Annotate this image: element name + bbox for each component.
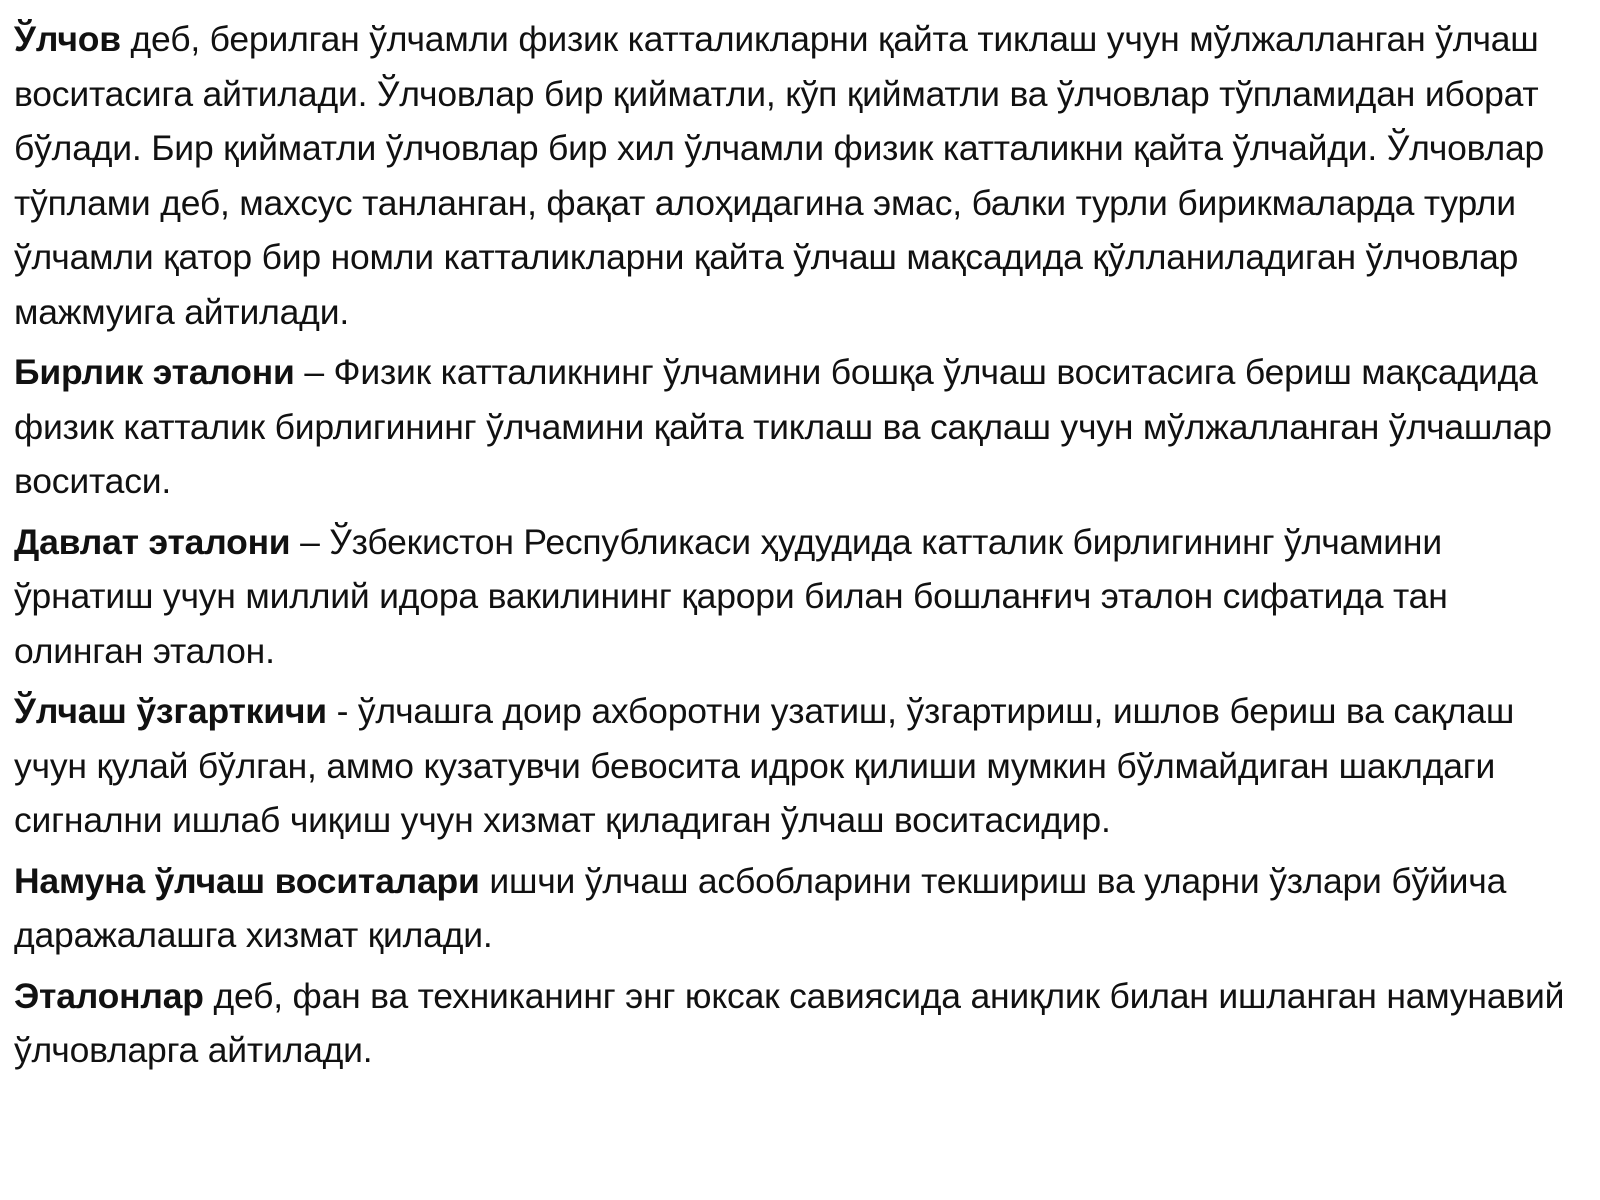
definition-text: - ўлчашга доир ахборотни узатиш, ўзгартириш, ишлов бериш ва сақлаш учун қулай бўлган, аммо кузатувчи бевосита идрок қилиши мумкин бўлмайдиган шаклдаги сигнални ишлаб чиқиш учун хизмат қиладиган ўлчаш воситасидир. xyxy=(14,691,1515,840)
definition-term: Намуна ўлчаш воситалари xyxy=(14,860,480,901)
definition-paragraph-reference-instruments xyxy=(14,854,1586,963)
definition-text: деб, фан ва техниканинг энг юксак савиясида аниқлик билан ишланган намунавий ўлчовларга айтилади. xyxy=(14,975,1565,1070)
definition-paragraph-measure xyxy=(14,12,1586,339)
definition-term: Эталонлар xyxy=(14,975,204,1016)
definition-term: Бирлик эталони xyxy=(14,352,295,392)
definition-paragraph-standards xyxy=(14,969,1586,1078)
definition-term: Ўлчаш ўзгарткичи xyxy=(14,691,327,731)
definition-paragraph-transducer xyxy=(14,684,1586,848)
definition-paragraph-unit-standard xyxy=(14,345,1586,509)
definition-text: ишчи ўлчаш асбобларини текшириш ва уларни ўзлари бўйича даражалашга хизмат қилади. xyxy=(14,860,1507,955)
definition-text: – Физик катталикнинг ўлчамини бошқа ўлчаш воситасига бериш мақсадида физик катталик бирлигининг ўлчамини қайта тиклаш ва сақлаш учун мўлжалланган ўлчашлар воситаси. xyxy=(14,352,1552,501)
definition-text: – Ўзбекистон Республикаси ҳудудида катталик бирлигининг ўлчамини ўрнатиш учун миллий идора вакилининг қарори билан бошланғич эталон сифатида тан олинган эталон. xyxy=(14,521,1448,671)
definition-paragraph-state-standard xyxy=(14,515,1586,679)
definition-term: Ўлчов xyxy=(14,19,121,59)
definition-term: Давлат эталони xyxy=(14,521,291,562)
document-body xyxy=(14,12,1586,1084)
definition-text: деб, берилган ўлчамли физик катталикларни қайта тиклаш учун мўлжалланган ўлчаш воситасига айтилади. Ўлчовлар бир қийматли, кўп қийматли ва ўлчовлар тўпламидан иборат бўлади. Бир қийматли ўлчовлар бир хил ўлчамли физик катталикни қайта ўлчайди. Ўлчовлар тўплами деб, махсус танланган, фақат алоҳидагина эмас, балки турли бирикмаларда турли ўлчамли қатор бир номли катталикларни қайта ўлчаш мақсадида қўлланиладиган ўлчовлар мажмуига айтилади. xyxy=(14,19,1545,332)
